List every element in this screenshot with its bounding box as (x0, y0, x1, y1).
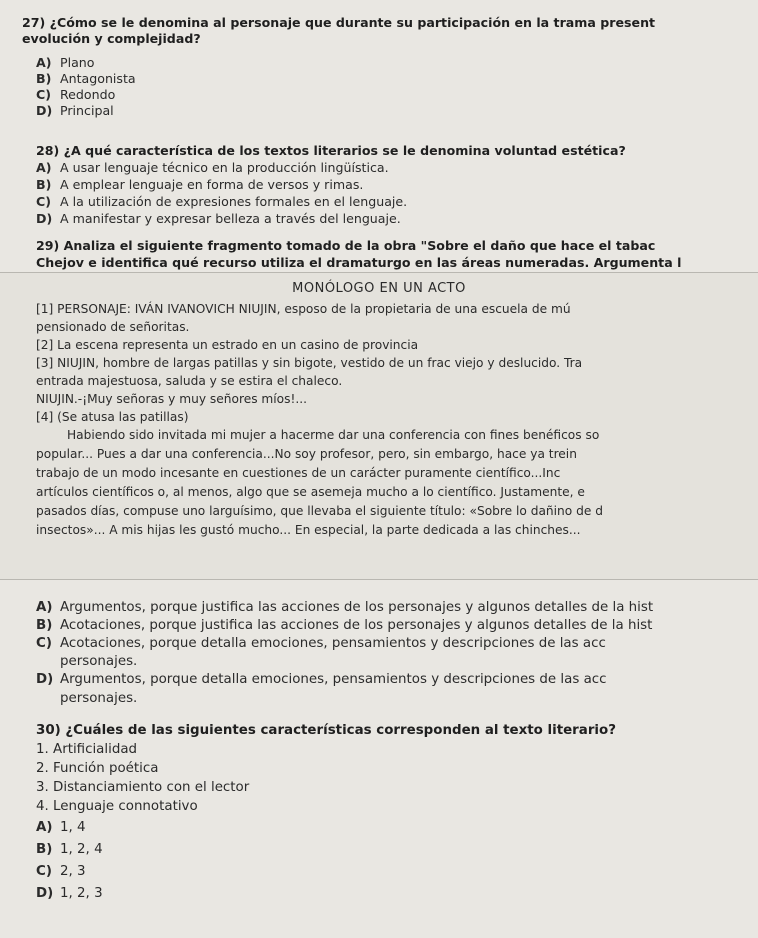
q28-option-c[interactable] (36, 194, 407, 210)
q29-option-d-cont: personajes. (60, 691, 138, 706)
option-letter: B) (36, 842, 53, 857)
option-text: 2, 3 (60, 864, 86, 879)
option-text: Acotaciones, porque detalla emociones, pensamientos y descripciones de las acc (60, 636, 606, 651)
q29-option-b[interactable] (36, 618, 652, 634)
q30-option-b[interactable] (36, 842, 103, 858)
fragment-line: pensionado de señoritas. (36, 320, 190, 334)
option-text: Acotaciones, porque justifica las acciones de los personajes y algunos detalles de la hist (60, 618, 653, 633)
q30-item: 2. Función poética (36, 761, 159, 776)
fragment-line: [4] (Se atusa las patillas) (36, 410, 189, 424)
option-letter: A) (36, 55, 52, 70)
option-letter: B) (36, 71, 52, 86)
option-text: Argumentos, porque detalla emociones, pensamientos y descripciones de las acc (60, 672, 607, 687)
option-letter: C) (36, 194, 51, 209)
q30-item: 1. Artificialidad (36, 742, 138, 757)
q30-item: 4. Lenguaje connotativo (36, 799, 198, 814)
option-text: 1, 2, 3 (60, 886, 103, 901)
q29-option-c[interactable] (36, 636, 606, 652)
option-letter: A) (36, 600, 53, 615)
q27-text-line1: 27) ¿Cómo se le denomina al personaje que durante su participación en la trama present (22, 15, 656, 30)
fragment-line: pasados días, compuse uno larguísimo, que llevaba el siguiente título: «Sobre lo dañino de d (36, 504, 603, 518)
fragment-line: entrada majestuosa, saluda y se estira el chaleco. (36, 374, 343, 388)
option-text: A la utilización de expresiones formales en el lenguaje. (60, 194, 408, 209)
fragment-line: insectos»... A mis hijas les gustó mucho... En especial, la parte dedicada a las chinches... (36, 523, 581, 537)
q28-option-a[interactable] (36, 160, 389, 176)
fragment-line: artículos científicos o, al menos, algo que se asemeja mucho a lo científico. Justamente, e (36, 485, 585, 499)
q27-option-c[interactable] (36, 87, 115, 103)
option-letter: D) (36, 211, 53, 226)
option-letter: C) (36, 864, 52, 879)
option-text: A manifestar y expresar belleza a través del lenguaje. (60, 211, 401, 226)
q30-option-a[interactable] (36, 820, 86, 836)
option-text: 1, 2, 4 (60, 842, 103, 857)
option-text: A usar lenguaje técnico en la producción lingüística. (60, 160, 389, 175)
option-letter: D) (36, 886, 54, 901)
q30-item: 3. Distanciamiento con el lector (36, 780, 250, 795)
q28-option-b[interactable] (36, 177, 363, 193)
q29-option-c-cont: personajes. (60, 654, 138, 669)
option-letter: D) (36, 103, 53, 118)
option-letter: B) (36, 618, 53, 633)
q28-text: 28) ¿A qué característica de los textos literarios se le denomina voluntad estética? (36, 143, 626, 158)
option-letter: A) (36, 820, 53, 835)
fragment-line: [3] NIUJIN, hombre de largas patillas y sin bigote, vestido de un frac viejo y deslucido. Tra (36, 356, 583, 370)
q30-text: 30) ¿Cuáles de las siguientes características corresponden al texto literario? (36, 723, 616, 738)
q29-text-line2: Chejov e identifica qué recurso utiliza el dramaturgo en las áreas numeradas. Argumenta l (36, 255, 682, 270)
q27-option-b[interactable] (36, 71, 136, 87)
option-letter: B) (36, 177, 52, 192)
option-text: Plano (60, 55, 95, 70)
option-letter: C) (36, 636, 52, 651)
q29-text-line1: 29) Analiza el siguiente fragmento tomado de la obra "Sobre el daño que hace el tabac (36, 238, 656, 253)
q29-option-a[interactable] (36, 600, 653, 616)
option-letter: C) (36, 87, 51, 102)
q28-option-d[interactable] (36, 211, 401, 227)
option-text: 1, 4 (60, 820, 86, 835)
q27-option-d[interactable] (36, 103, 114, 119)
fragment-line: [1] PERSONAJE: IVÁN IVANOVICH NIUJIN, esposo de la propietaria de una escuela de mú (36, 302, 571, 316)
option-text: Redondo (60, 87, 116, 102)
option-text: Principal (60, 103, 114, 118)
option-text: Argumentos, porque justifica las acciones de los personajes y algunos detalles de la hist (60, 600, 654, 615)
option-text: A emplear lenguaje en forma de versos y rimas. (60, 177, 364, 192)
fragment-line: popular... Pues a dar una conferencia...No soy profesor, pero, sin embargo, hace ya trein (36, 447, 577, 461)
fragment-line: trabajo de un modo incesante en cuestiones de un carácter puramente científico...Inc (36, 466, 561, 480)
fragment-line: NIUJIN.-¡Muy señoras y muy señores míos!... (36, 392, 307, 406)
q30-option-c[interactable] (36, 864, 86, 880)
option-letter: A) (36, 160, 52, 175)
option-text: Antagonista (60, 71, 136, 86)
fragment-line: [2] La escena representa un estrado en un casino de provincia (36, 338, 419, 352)
option-letter: D) (36, 672, 54, 687)
q27-option-a[interactable] (36, 55, 95, 71)
q30-option-d[interactable] (36, 886, 103, 902)
q29-option-d[interactable] (36, 672, 607, 688)
q27-text-line2: evolución y complejidad? (22, 31, 201, 46)
fragment-line: Habiendo sido invitada mi mujer a hacerme dar una conferencia con fines benéficos so (67, 428, 600, 442)
fragment-title: MONÓLOGO EN UN ACTO (292, 281, 466, 296)
